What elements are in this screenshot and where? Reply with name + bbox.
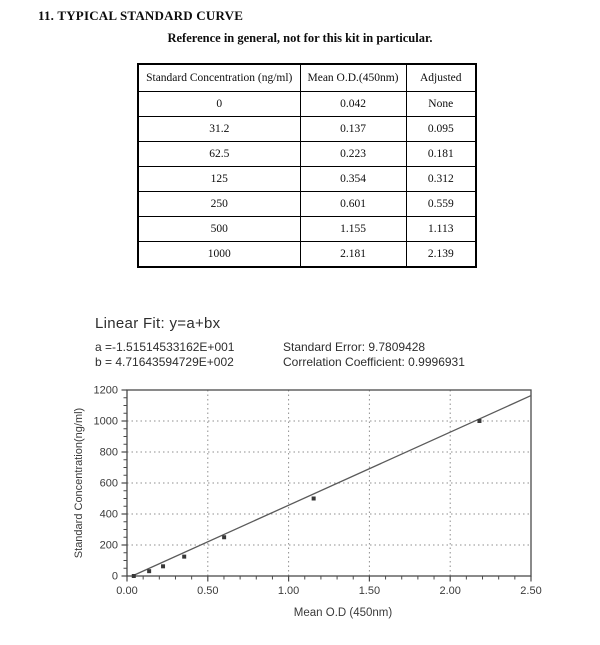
data-point-marker — [161, 564, 165, 568]
data-point-marker — [182, 555, 186, 559]
table-header-row — [138, 64, 476, 92]
x-tick-label: 0.00 — [116, 585, 138, 597]
table-cell: 0.601 — [300, 192, 406, 217]
table-row — [138, 217, 476, 242]
table-cell: 125 — [138, 167, 300, 192]
table-cell: 2.181 — [300, 242, 406, 268]
table-cell: 0 — [138, 92, 300, 117]
table-body — [138, 92, 476, 268]
y-tick-label: 0 — [111, 570, 118, 583]
column-header: Adjusted — [406, 64, 476, 92]
table-row — [138, 242, 476, 268]
x-tick-label: 0.50 — [197, 585, 219, 597]
y-tick-label: 1000 — [93, 415, 118, 428]
table-cell: 0.223 — [300, 142, 406, 167]
linear-fit-title: Linear Fit: y=a+bx — [95, 315, 221, 332]
fit-standard-error: Standard Error: 9.7809428 — [283, 340, 426, 354]
table-cell: None — [406, 92, 476, 117]
table-cell: 0.137 — [300, 117, 406, 142]
column-header: Mean O.D.(450nm) — [300, 64, 406, 92]
table-cell: 2.139 — [406, 242, 476, 268]
data-point-marker — [132, 574, 136, 578]
y-tick-label: 200 — [99, 539, 118, 552]
fit-line — [132, 396, 531, 576]
table-cell: 0.354 — [300, 167, 406, 192]
data-point-marker — [312, 497, 316, 501]
standard-curve-table — [137, 63, 477, 268]
y-tick-label: 1200 — [93, 384, 118, 397]
table-cell: 31.2 — [138, 117, 300, 142]
table-cell: 0.559 — [406, 192, 476, 217]
standard-curve-chart — [60, 375, 600, 643]
fit-correlation-coefficient: Correlation Coefficient: 0.9996931 — [283, 355, 465, 369]
table-cell: 1.155 — [300, 217, 406, 242]
y-tick-label: 400 — [99, 508, 118, 521]
fit-coefficient-a: a =-1.51514533162E+001 — [95, 340, 235, 354]
table-cell: 0.312 — [406, 167, 476, 192]
table-row — [138, 142, 476, 167]
x-tick-label: 2.00 — [439, 585, 461, 597]
table-cell: 62.5 — [138, 142, 300, 167]
plot-border — [127, 390, 531, 576]
table-cell: 500 — [138, 217, 300, 242]
column-header: Standard Concentration (ng/ml) — [138, 64, 300, 92]
reference-note: Reference in general, not for this kit in particular. — [167, 31, 433, 45]
table-row — [138, 117, 476, 142]
table-cell: 250 — [138, 192, 300, 217]
y-tick-label: 800 — [99, 446, 118, 459]
table-cell: 1000 — [138, 242, 300, 268]
section-heading: 11. TYPICAL STANDARD CURVE — [38, 8, 244, 23]
data-point-marker — [222, 535, 226, 539]
x-tick-label: 1.50 — [358, 585, 381, 597]
data-point-marker — [147, 569, 151, 573]
fit-coefficient-b: b = 4.71643594729E+002 — [95, 355, 234, 369]
table-row — [138, 92, 476, 117]
table-cell: 0.181 — [406, 142, 476, 167]
y-tick-label: 600 — [99, 477, 118, 490]
table-cell: 1.113 — [406, 217, 476, 242]
table-cell: 0.042 — [300, 92, 406, 117]
x-tick-label: 2.50 — [520, 585, 542, 597]
table-cell: 0.095 — [406, 117, 476, 142]
x-axis-title: Mean O.D (450nm) — [293, 607, 393, 619]
table-row — [138, 167, 476, 192]
table-row — [138, 192, 476, 217]
y-axis-title: Standard Concentration(ng/ml) — [73, 407, 85, 559]
x-tick-label: 1.00 — [277, 585, 300, 597]
data-point-marker — [477, 419, 481, 423]
